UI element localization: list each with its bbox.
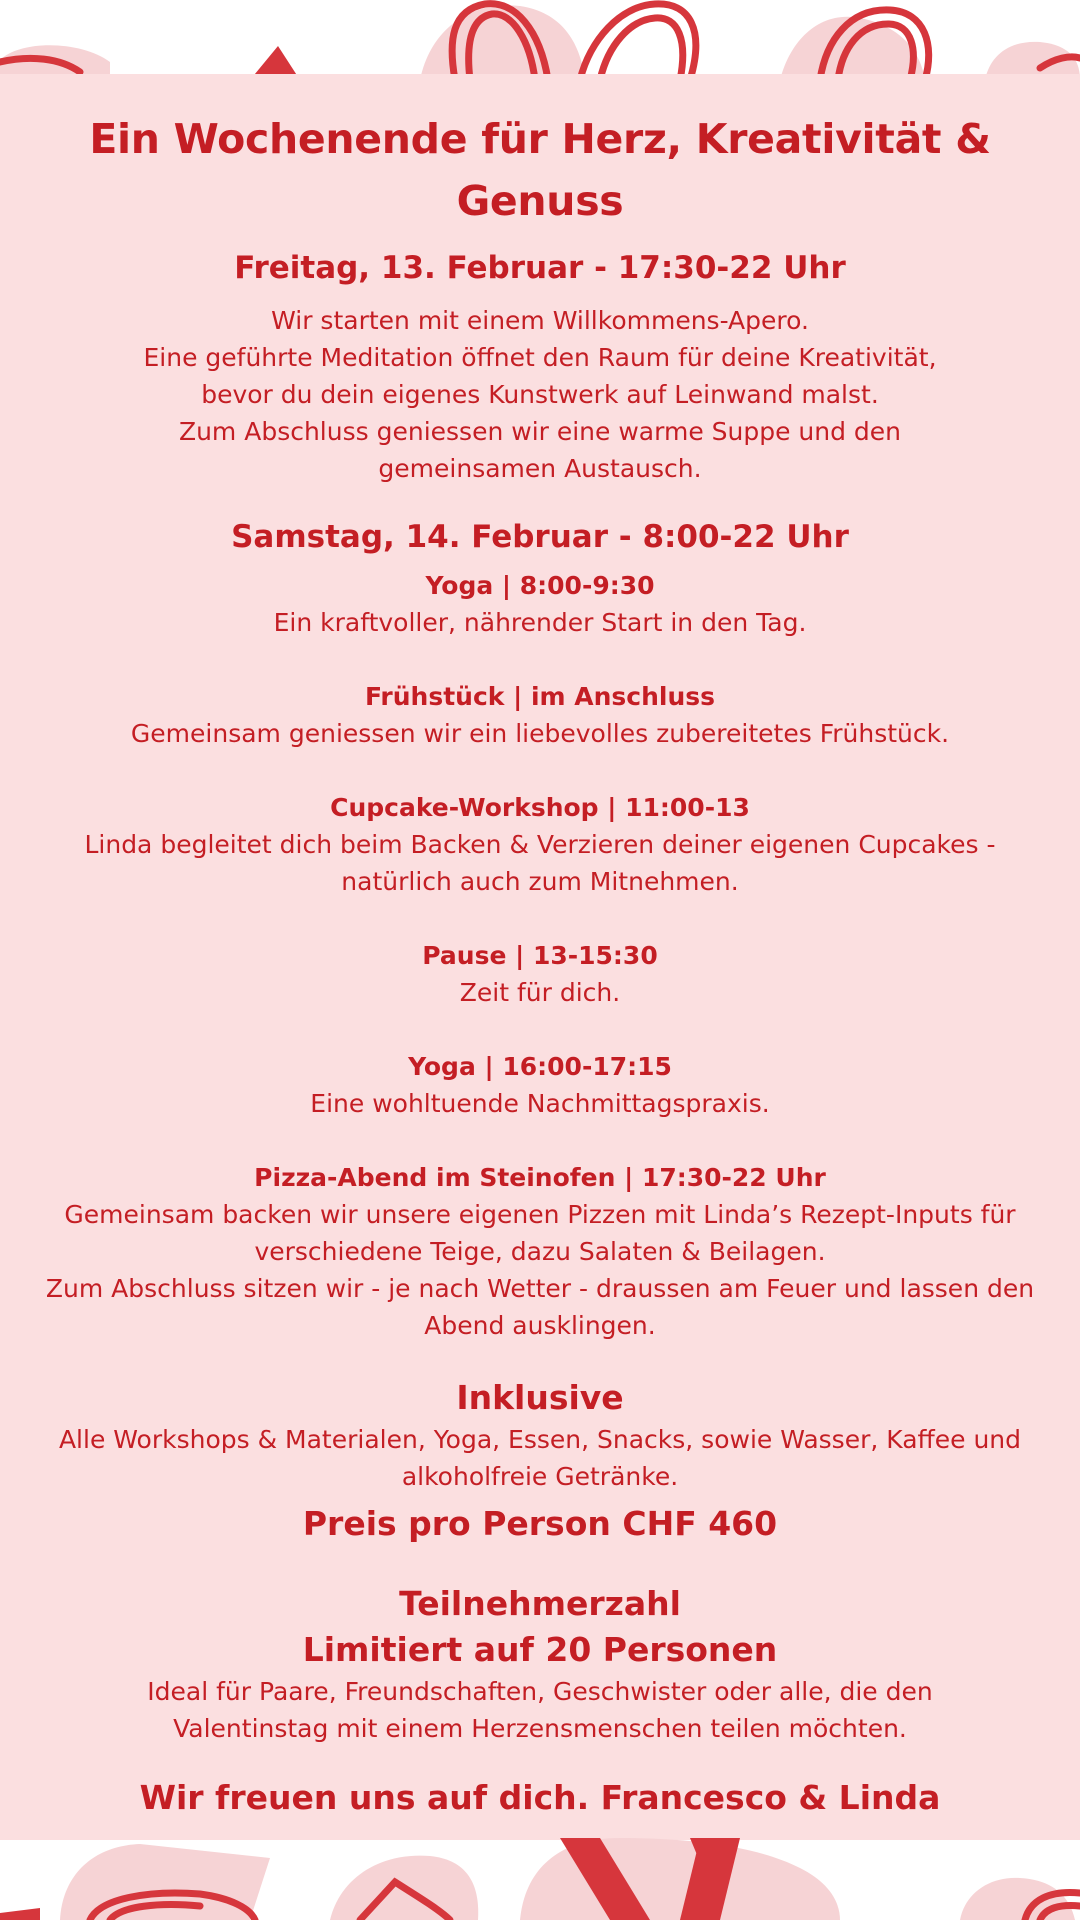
saturday-section xyxy=(0,513,1080,1344)
inclusive-heading: Inklusive xyxy=(456,1378,624,1417)
participants-heading: Teilnehmerzahl xyxy=(399,1584,681,1623)
schedule-block-cupcake-workshop xyxy=(0,789,1080,900)
schedule-block-title: Yoga | 8:00-9:30 xyxy=(425,571,655,600)
price-text: Preis pro Person CHF 460 xyxy=(302,1504,778,1543)
closing-message: Wir freuen uns auf dich. Francesco & Linda xyxy=(139,1778,941,1817)
schedule-block-yoga-morning xyxy=(0,567,1080,641)
schedule-block-pause xyxy=(0,937,1080,1011)
schedule-block-title: Yoga | 16:00-17:15 xyxy=(408,1052,672,1081)
schedule-block-text: Gemeinsam geniessen wir ein liebevolles zubereitetes Frühstück. xyxy=(130,719,950,748)
friday-description: Wir starten mit einem Willkommens-Apero. Eine geführte Meditation öffnet den Raum für deine Kreativität, bevor du dein eigenes Kunstwerk auf Leinwand malst. Zum Abschluss geniessen wir eine warme Suppe und den gemeinsamen Austausch. xyxy=(143,306,937,483)
schedule-block-text: Gemeinsam backen wir unsere eigenen Pizzen mit Linda’s Rezept-Inputs für verschiedene Teige, dazu Salaten & Beilagen. Zum Abschluss sitzen wir - je nach Wetter - draussen am Feuer und lassen den Abend ausklingen. xyxy=(45,1200,1035,1340)
schedule-block-breakfast xyxy=(0,678,1080,752)
participants-limit: Limitiert auf 20 Personen xyxy=(302,1630,778,1669)
schedule-block-title: Pause | 13-15:30 xyxy=(422,941,658,970)
page-title: Ein Wochenende für Herz, Kreativität & Genuss xyxy=(89,115,991,225)
top-heart-decoration xyxy=(0,0,1080,80)
saturday-heading: Samstag, 14. Februar - 8:00-22 Uhr xyxy=(231,519,849,555)
schedule-block-text: Ein kraftvoller, nährender Start in den Tag. xyxy=(273,608,807,637)
friday-heading: Freitag, 13. Februar - 17:30-22 Uhr xyxy=(234,250,846,286)
schedule-block-title: Pizza-Abend im Steinofen | 17:30-22 Uhr xyxy=(254,1163,826,1192)
participants-section xyxy=(0,1581,1080,1747)
bottom-heart-decoration xyxy=(0,1838,1080,1920)
schedule-block-text: Zeit für dich. xyxy=(459,978,621,1007)
schedule-block-title: Cupcake-Workshop | 11:00-13 xyxy=(330,793,750,822)
participants-text: Ideal für Paare, Freundschaften, Geschwister oder alle, die den Valentinstag mit einem Herzensmenschen teilen möchten. xyxy=(147,1677,933,1743)
inclusive-text: Alle Workshops & Materialen, Yoga, Essen, Snacks, sowie Wasser, Kaffee und alkoholfreie Getränke. xyxy=(58,1425,1022,1491)
schedule-block-pizza-evening xyxy=(0,1159,1080,1344)
schedule-block-text: Eine wohltuende Nachmittagspraxis. xyxy=(310,1089,770,1118)
schedule-block-title: Frühstück | im Anschluss xyxy=(364,682,716,711)
event-program-panel xyxy=(0,74,1080,1840)
schedule-block-yoga-afternoon xyxy=(0,1048,1080,1122)
schedule-block-text: Linda begleitet dich beim Backen & Verzieren deiner eigenen Cupcakes - natürlich auch zum Mitnehmen. xyxy=(84,830,996,896)
friday-section xyxy=(0,244,1080,487)
inclusive-section xyxy=(0,1375,1080,1547)
